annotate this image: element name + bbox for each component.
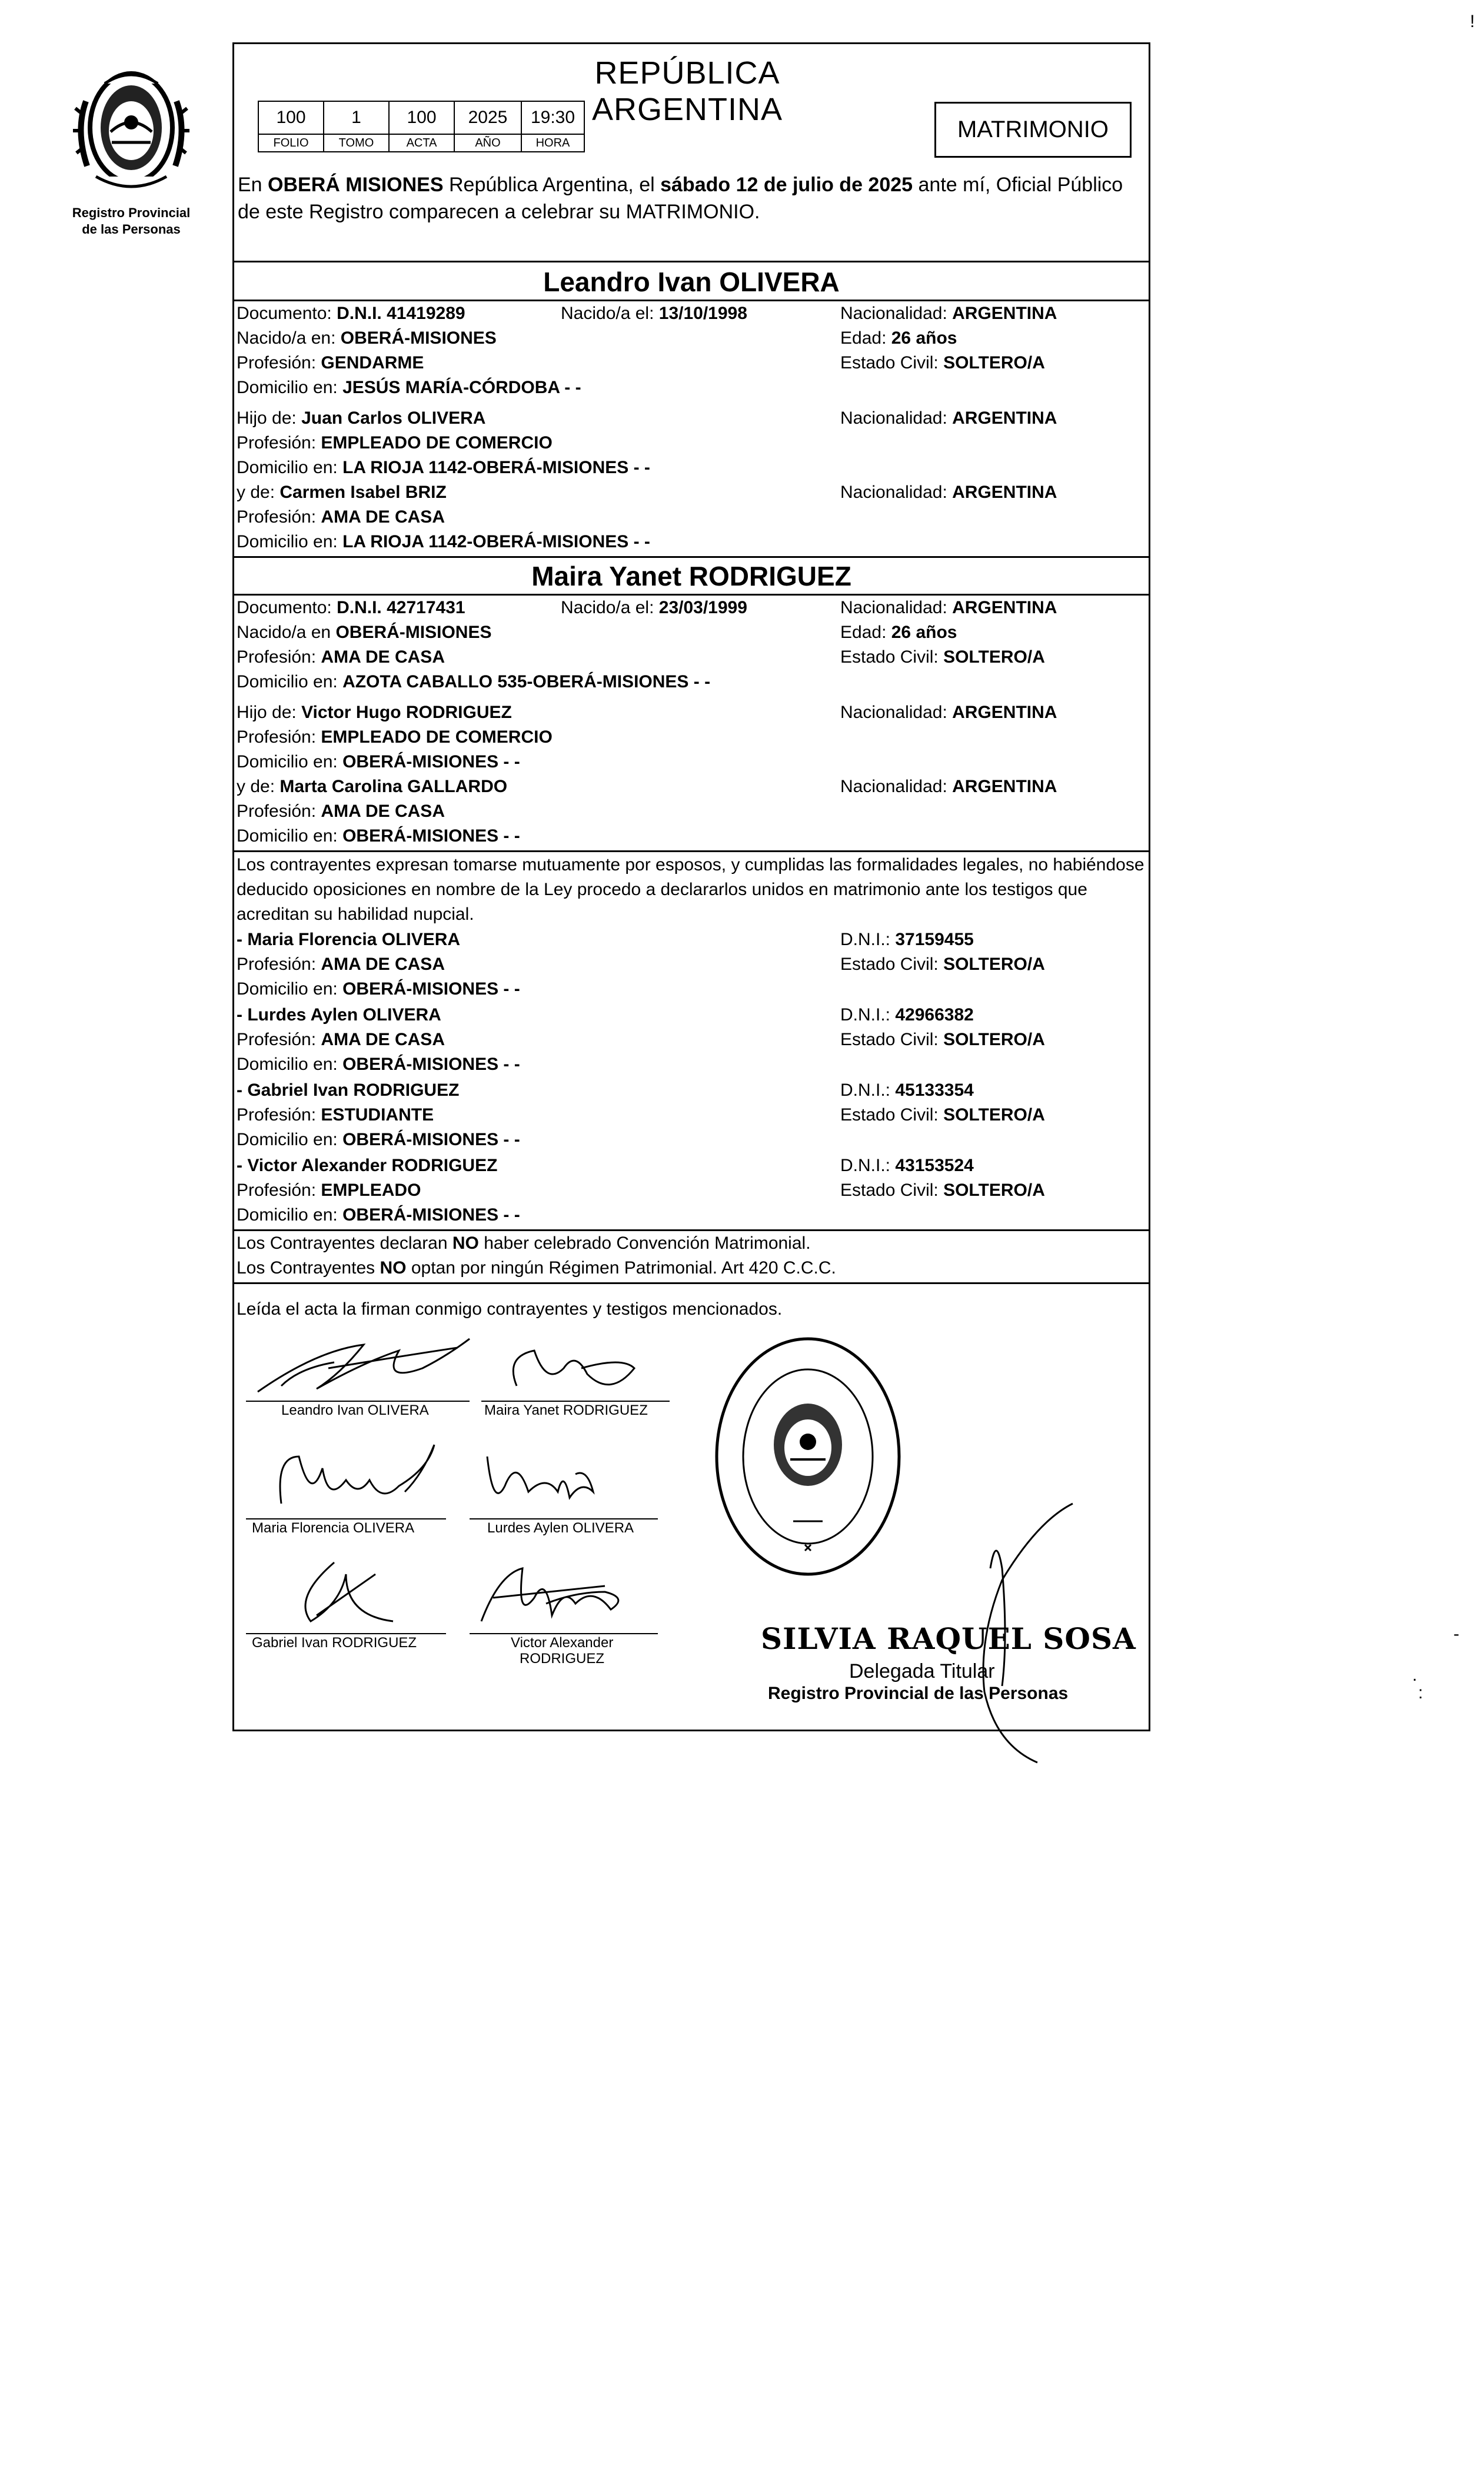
witness-3-profession [237, 1103, 434, 1127]
label: Domicilio en: [237, 532, 343, 551]
year-label: AÑO [454, 134, 521, 152]
spouse2-name: Maira Yanet RODRIGUEZ [531, 561, 851, 591]
label: Nacionalidad: [840, 483, 953, 502]
value: ARGENTINA [952, 777, 1057, 796]
scan-mark: . [1412, 1665, 1418, 1685]
intro-paragraph [238, 171, 1147, 225]
value: OBERÁ-MISIONES - - [342, 826, 520, 846]
official-organization: Registro Provincial de las Personas [768, 1684, 1069, 1703]
spouse1-birthdate [561, 302, 747, 325]
value: ESTUDIANTE [321, 1105, 434, 1125]
label: Estado Civil: [840, 353, 944, 373]
witness-3-civil-status [840, 1103, 1045, 1127]
logo-caption [69, 205, 193, 238]
divider [234, 300, 1149, 301]
intro-place: OBERÁ MISIONES [268, 174, 444, 196]
witness-1-name [237, 928, 460, 952]
value: Victor Hugo RODRIGUEZ [301, 703, 512, 722]
signature-caption-4: Lurdes Aylen OLIVERA [487, 1520, 634, 1536]
label: Profesión: [237, 1181, 321, 1200]
value: AMA DE CASA [321, 802, 445, 821]
label: Documento: [237, 598, 337, 617]
spouse2-home [237, 670, 710, 694]
label: y de: [237, 483, 280, 502]
signature-maria-florencia [258, 1433, 458, 1515]
value: 43153524 [895, 1156, 974, 1175]
label: Nacionalidad: [840, 777, 953, 796]
label: Profesión: [237, 1030, 321, 1049]
spouse2-mother-home [237, 824, 520, 848]
signature-line [481, 1401, 670, 1402]
label: Nacido/a en [237, 623, 336, 642]
signature-victor [458, 1551, 646, 1633]
witness-1-profession [237, 953, 445, 976]
text: haber celebrado Convención Matrimonial. [478, 1233, 811, 1253]
intro-text-1: En [238, 174, 268, 196]
spouse1-civil-status [840, 351, 1045, 375]
divider [234, 556, 1149, 558]
value: LA RIOJA 1142-OBERÁ-MISIONES - - [342, 458, 650, 477]
label: Edad: [840, 328, 891, 348]
witness-1-home [237, 977, 520, 1001]
label: Profesión: [237, 647, 321, 667]
value: EMPLEADO DE COMERCIO [321, 433, 553, 453]
label: Domicilio en: [237, 1205, 343, 1225]
act-type-box: MATRIMONIO [934, 102, 1132, 158]
value: ARGENTINA [952, 598, 1057, 617]
label: Profesión: [237, 1105, 321, 1125]
label: D.N.I.: [840, 930, 896, 949]
value: 23/03/1999 [658, 598, 747, 617]
signature-lurdes [470, 1433, 646, 1515]
value: EMPLEADO [321, 1181, 421, 1200]
witness-2-civil-status [840, 1028, 1045, 1052]
spouse2-age [840, 621, 957, 644]
hour-label: HORA [521, 134, 584, 152]
label: Profesión: [237, 727, 321, 747]
intro-date: sábado 12 de julio de 2025 [660, 174, 913, 196]
emphasis: NO [452, 1233, 479, 1253]
spouse2-mother-nationality [840, 775, 1057, 799]
label: Profesión: [237, 433, 321, 453]
witness-2-home [237, 1053, 520, 1076]
convention-line-2 [237, 1256, 836, 1280]
label: Domicilio en: [237, 672, 343, 691]
country-title: REPÚBLICA ARGENTINA [591, 55, 783, 127]
tomo-label: TOMO [324, 134, 389, 152]
value: OBERÁ-MISIONES - - [342, 1055, 520, 1074]
value: SOLTERO/A [943, 955, 1045, 974]
official-role: Delegada Titular [849, 1660, 995, 1682]
spouse1-birthplace [237, 327, 497, 350]
label: Edad: [840, 623, 891, 642]
signature-line [246, 1401, 470, 1402]
label: y de: [237, 777, 280, 796]
label: Hijo de: [237, 408, 302, 428]
spouse1-home [237, 376, 581, 400]
label: Nacionalidad: [840, 703, 953, 722]
spouse1-mother-profession [237, 506, 445, 529]
value: AMA DE CASA [321, 1030, 445, 1049]
folio-value: 100 [258, 101, 324, 134]
witness-1-civil-status [840, 953, 1045, 976]
label: Nacido/a el: [561, 598, 659, 617]
tomo-value: 1 [324, 101, 389, 134]
value: AMA DE CASA [321, 647, 445, 667]
logo-caption-line-2: de las Personas [82, 222, 181, 237]
intro-text-2: República Argentina, el [443, 174, 661, 196]
spouse2-civil-status [840, 646, 1045, 669]
value: Carmen Isabel BRIZ [280, 483, 447, 502]
witness-4-dni [840, 1154, 974, 1178]
witness-2-dni [840, 1003, 974, 1027]
scan-mark: ! [1470, 12, 1475, 31]
value: SOLTERO/A [943, 1181, 1045, 1200]
witness-4-home [237, 1203, 520, 1227]
label: Estado Civil: [840, 1105, 944, 1125]
value: ARGENTINA [952, 408, 1057, 428]
label: Domicilio en: [237, 378, 343, 397]
acta-value: 100 [389, 101, 454, 134]
label: D.N.I.: [840, 1080, 896, 1100]
spouse1-profession [237, 351, 424, 375]
value: SOLTERO/A [943, 647, 1045, 667]
value: OBERÁ-MISIONES - - [342, 1205, 520, 1225]
witness-4-name [237, 1154, 497, 1178]
registry-data-box [258, 101, 585, 152]
spouse1-document [237, 302, 465, 325]
intro-text-3: ante mí, Oficial Público de este Registro comparecen a celebrar su MATRIMONIO. [238, 174, 1123, 223]
spouse1-mother [237, 481, 447, 504]
value: SOLTERO/A [943, 353, 1045, 373]
spouse1-nationality [840, 302, 1057, 325]
spouse2-profession [237, 646, 445, 669]
spouse1-father-profession [237, 431, 553, 455]
value: 42966382 [895, 1005, 974, 1025]
value: 13/10/1998 [658, 304, 747, 323]
signature-line [470, 1518, 658, 1519]
signature-caption-6b: RODRIGUEZ [520, 1651, 604, 1667]
value: - Gabriel Ivan RODRIGUEZ [237, 1080, 460, 1100]
scan-mark: - [1453, 1624, 1459, 1644]
value: 26 años [891, 623, 957, 642]
value: AMA DE CASA [321, 955, 445, 974]
spouse2-father-home [237, 750, 520, 774]
spouse2-birthplace [237, 621, 491, 644]
spouse2-birthdate [561, 596, 747, 620]
label: Domicilio en: [237, 1055, 343, 1074]
divider [234, 594, 1149, 596]
signature-caption-2: Maira Yanet RODRIGUEZ [484, 1402, 648, 1418]
closing-statement: Leída el acta la firman conmigo contrayentes y testigos mencionados. [237, 1299, 783, 1319]
spouse2-father-nationality [840, 701, 1057, 724]
signature-line [246, 1633, 446, 1634]
label: Nacionalidad: [840, 304, 953, 323]
label: Domicilio en: [237, 458, 343, 477]
text: Los Contrayentes declaran [237, 1233, 452, 1253]
value: SOLTERO/A [943, 1030, 1045, 1049]
label: Profesión: [237, 507, 321, 527]
year-value: 2025 [454, 101, 521, 134]
label: Domicilio en: [237, 752, 343, 772]
value: GENDARME [321, 353, 424, 373]
witness-4-civil-status [840, 1179, 1045, 1202]
registry-logo [69, 66, 193, 238]
signature-caption-5: Gabriel Ivan RODRIGUEZ [252, 1635, 417, 1651]
signature-line [470, 1633, 658, 1634]
label: Profesión: [237, 955, 321, 974]
spouse1-father [237, 407, 485, 430]
label: Domicilio en: [237, 979, 343, 999]
value: 26 años [891, 328, 957, 348]
logo-caption-line-1: Registro Provincial [72, 205, 191, 220]
hour-value: 19:30 [521, 101, 584, 134]
spouse1-father-nationality [840, 407, 1057, 430]
label: Hijo de: [237, 703, 302, 722]
witness-3-home [237, 1128, 520, 1152]
spouse2-father [237, 701, 512, 724]
witness-2-name [237, 1003, 441, 1027]
spouse1-father-home [237, 456, 650, 480]
value: - Victor Alexander RODRIGUEZ [237, 1156, 498, 1175]
signature-maira [493, 1333, 658, 1404]
value: JESÚS MARÍA-CÓRDOBA - - [342, 378, 581, 397]
value: Marta Carolina GALLARDO [280, 777, 508, 796]
value: ARGENTINA [952, 304, 1057, 323]
signature-caption-6a: Victor Alexander [511, 1635, 614, 1651]
divider [234, 1229, 1149, 1231]
value: OBERÁ-MISIONES [340, 328, 497, 348]
signature-leandro [246, 1327, 493, 1404]
value: ARGENTINA [952, 703, 1057, 722]
signature-gabriel [258, 1551, 446, 1633]
label: Estado Civil: [840, 647, 944, 667]
value: OBERÁ-MISIONES - - [342, 752, 520, 772]
spouse1-mother-nationality [840, 481, 1057, 504]
value: 45133354 [895, 1080, 974, 1100]
value: AMA DE CASA [321, 507, 445, 527]
witness-2-profession [237, 1028, 445, 1052]
label: D.N.I.: [840, 1005, 896, 1025]
label: Domicilio en: [237, 826, 343, 846]
folio-label: FOLIO [258, 134, 324, 152]
witness-4-profession [237, 1179, 421, 1202]
value: OBERÁ-MISIONES - - [342, 979, 520, 999]
label: Estado Civil: [840, 1181, 944, 1200]
divider [234, 261, 1149, 262]
value: D.N.I. 42717431 [337, 598, 465, 617]
label: Estado Civil: [840, 955, 944, 974]
label: Nacionalidad: [840, 598, 953, 617]
spouse2-father-profession [237, 726, 553, 749]
value: LA RIOJA 1142-OBERÁ-MISIONES - - [342, 532, 650, 551]
spouse1-name: Leandro Ivan OLIVERA [543, 267, 840, 297]
label: Profesión: [237, 802, 321, 821]
declaration-paragraph: Los contrayentes expresan tomarse mutuamente por esposos, y cumplidas las formalidades legales, no habiéndose deducido oposiciones en nombre de la Ley procedo a declararlos unidos en matrimonio ante los testigos que acreditan su habilidad nupcial. [237, 855, 1144, 924]
value: OBERÁ-MISIONES [335, 623, 492, 642]
text: optan por ningún Régimen Patrimonial. Art 420 C.C.C. [406, 1258, 836, 1278]
value: OBERÁ-MISIONES - - [342, 1130, 520, 1149]
value: 37159455 [895, 930, 974, 949]
label: Nacido/a en: [237, 328, 341, 348]
label: Documento: [237, 304, 337, 323]
label: Estado Civil: [840, 1030, 944, 1049]
value: AZOTA CABALLO 535-OBERÁ-MISIONES - - [342, 672, 711, 691]
value: - Lurdes Aylen OLIVERA [237, 1005, 441, 1025]
acta-label: ACTA [389, 134, 454, 152]
signature-caption-3: Maria Florencia OLIVERA [252, 1520, 415, 1536]
witness-3-name [237, 1079, 459, 1102]
witness-3-dni [840, 1079, 974, 1102]
witness-1-dni [840, 928, 974, 952]
emphasis: NO [380, 1258, 407, 1278]
signature-caption-1: Leandro Ivan OLIVERA [281, 1402, 429, 1418]
value: ARGENTINA [952, 483, 1057, 502]
divider [234, 1282, 1149, 1284]
text: Los Contrayentes [237, 1258, 380, 1278]
scan-mark: : [1418, 1683, 1423, 1702]
value: EMPLEADO DE COMERCIO [321, 727, 553, 747]
value: SOLTERO/A [943, 1105, 1045, 1125]
spouse1-age [840, 327, 957, 350]
label: D.N.I.: [840, 1156, 896, 1175]
divider [234, 850, 1149, 852]
marriage-certificate [232, 42, 1150, 1731]
label: Nacido/a el: [561, 304, 659, 323]
spouse2-document [237, 596, 465, 620]
value: D.N.I. 41419289 [337, 304, 465, 323]
value: Juan Carlos OLIVERA [301, 408, 486, 428]
value: - Maria Florencia OLIVERA [237, 930, 461, 949]
spouse1-mother-home [237, 530, 650, 554]
signature-line [246, 1518, 446, 1519]
spouse2-mother-profession [237, 800, 445, 823]
label: Nacionalidad: [840, 408, 953, 428]
label: Profesión: [237, 353, 321, 373]
label: Domicilio en: [237, 1130, 343, 1149]
official-name: SILVIA RAQUEL SOSA [761, 1621, 1136, 1656]
convention-line-1 [237, 1232, 811, 1255]
spouse2-nationality [840, 596, 1057, 620]
province-emblem-icon [69, 66, 193, 201]
spouse2-mother [237, 775, 507, 799]
